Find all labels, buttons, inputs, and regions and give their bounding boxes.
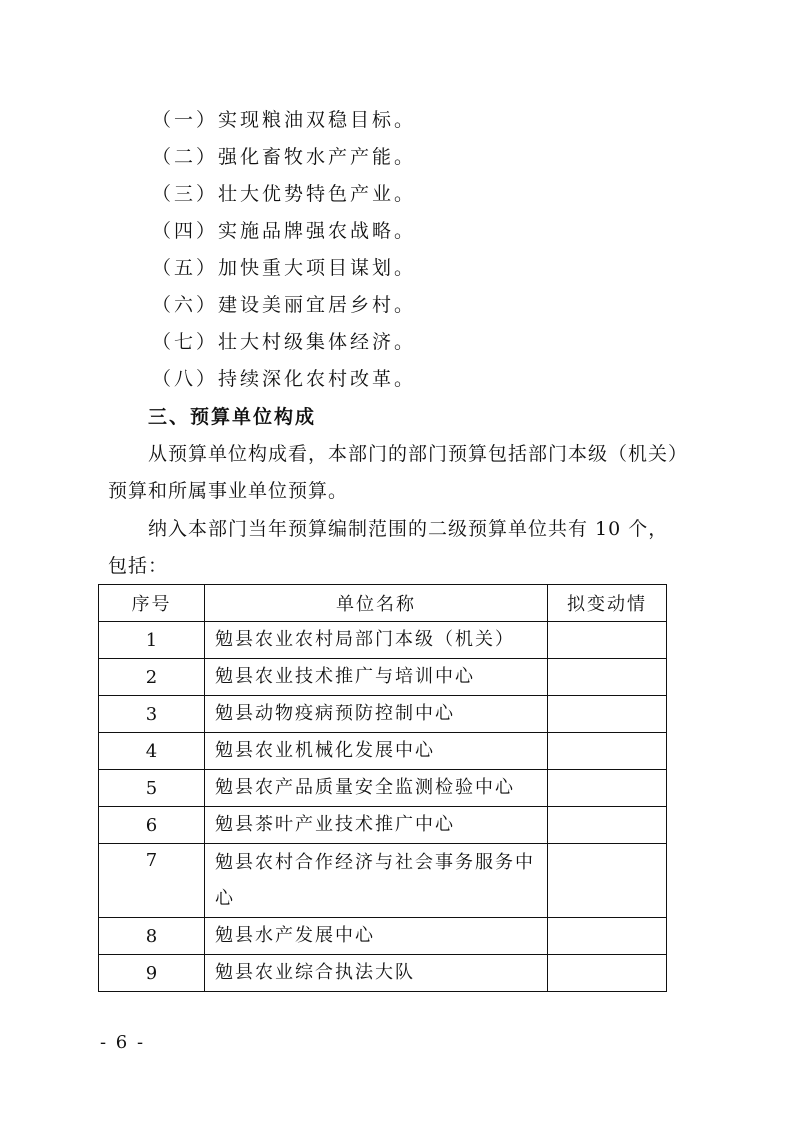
- row-name: 勉县水产发展中心: [205, 918, 548, 955]
- list-item-7: （七）壮大村级集体经济。: [152, 331, 417, 353]
- table-row: [99, 918, 667, 955]
- row-seq: 1: [99, 622, 205, 659]
- row-change: [548, 807, 667, 844]
- table-row: [99, 807, 667, 844]
- row-name: 勉县农业综合执法大队: [205, 955, 548, 992]
- table-row: [99, 770, 667, 807]
- row-name: 勉县茶叶产业技术推广中心: [205, 807, 548, 844]
- table-row: [99, 733, 667, 770]
- row-seq: 4: [99, 733, 205, 770]
- header-seq: 序号: [99, 585, 205, 622]
- budget-units-table: [98, 584, 667, 992]
- row-seq: 2: [99, 659, 205, 696]
- page-number: - 6 -: [100, 1032, 146, 1053]
- row-seq: 7: [99, 844, 205, 918]
- section-heading: 三、预算单位构成: [148, 406, 317, 428]
- row-change: [548, 844, 667, 918]
- row-change: [548, 659, 667, 696]
- list-item-6: （六）建设美丽宜居乡村。: [152, 294, 417, 316]
- row-name: 勉县动物疫病预防控制中心: [205, 696, 548, 733]
- table-row: [99, 955, 667, 992]
- list-item-5: （五）加快重大项目谋划。: [152, 257, 417, 279]
- header-change: 拟变动情: [548, 585, 667, 622]
- list-item-4: （四）实施品牌强农战略。: [152, 220, 417, 242]
- row-name: 勉县农业技术推广与培训中心: [205, 659, 548, 696]
- row-seq: 9: [99, 955, 205, 992]
- row-change: [548, 733, 667, 770]
- row-change: [548, 770, 667, 807]
- row-seq: 5: [99, 770, 205, 807]
- row-seq: 3: [99, 696, 205, 733]
- table-row: [99, 659, 667, 696]
- row-name: 勉县农业机械化发展中心: [205, 733, 548, 770]
- row-change: [548, 696, 667, 733]
- list-item-8: （八）持续深化农村改革。: [152, 368, 417, 390]
- row-name: 勉县农业农村局部门本级（机关）: [205, 622, 548, 659]
- list-item-1: （一）实现粮油双稳目标。: [152, 109, 417, 131]
- row-seq: 8: [99, 918, 205, 955]
- row-change: [548, 622, 667, 659]
- row-change: [548, 918, 667, 955]
- table-row: [99, 696, 667, 733]
- table-row: [99, 622, 667, 659]
- list-item-3: （三）壮大优势特色产业。: [152, 183, 417, 205]
- row-change: [548, 955, 667, 992]
- header-name: 单位名称: [205, 585, 548, 622]
- row-name: 勉县农村合作经济与社会事务服务中心: [205, 844, 548, 918]
- paragraph1-line2: 预算和所属事业单位预算。: [108, 480, 349, 502]
- table-header-row: [99, 585, 667, 622]
- table-row: [99, 844, 667, 918]
- list-item-2: （二）强化畜牧水产产能。: [152, 146, 417, 168]
- paragraph1-line1: 从预算单位构成看，本部门的部门预算包括部门本级（机关）: [148, 443, 689, 465]
- row-name: 勉县农产品质量安全监测检验中心: [205, 770, 548, 807]
- paragraph2-line1: 纳入本部门当年预算编制范围的二级预算单位共有 10 个，: [148, 518, 669, 540]
- paragraph2-line2: 包括：: [108, 555, 169, 577]
- row-seq: 6: [99, 807, 205, 844]
